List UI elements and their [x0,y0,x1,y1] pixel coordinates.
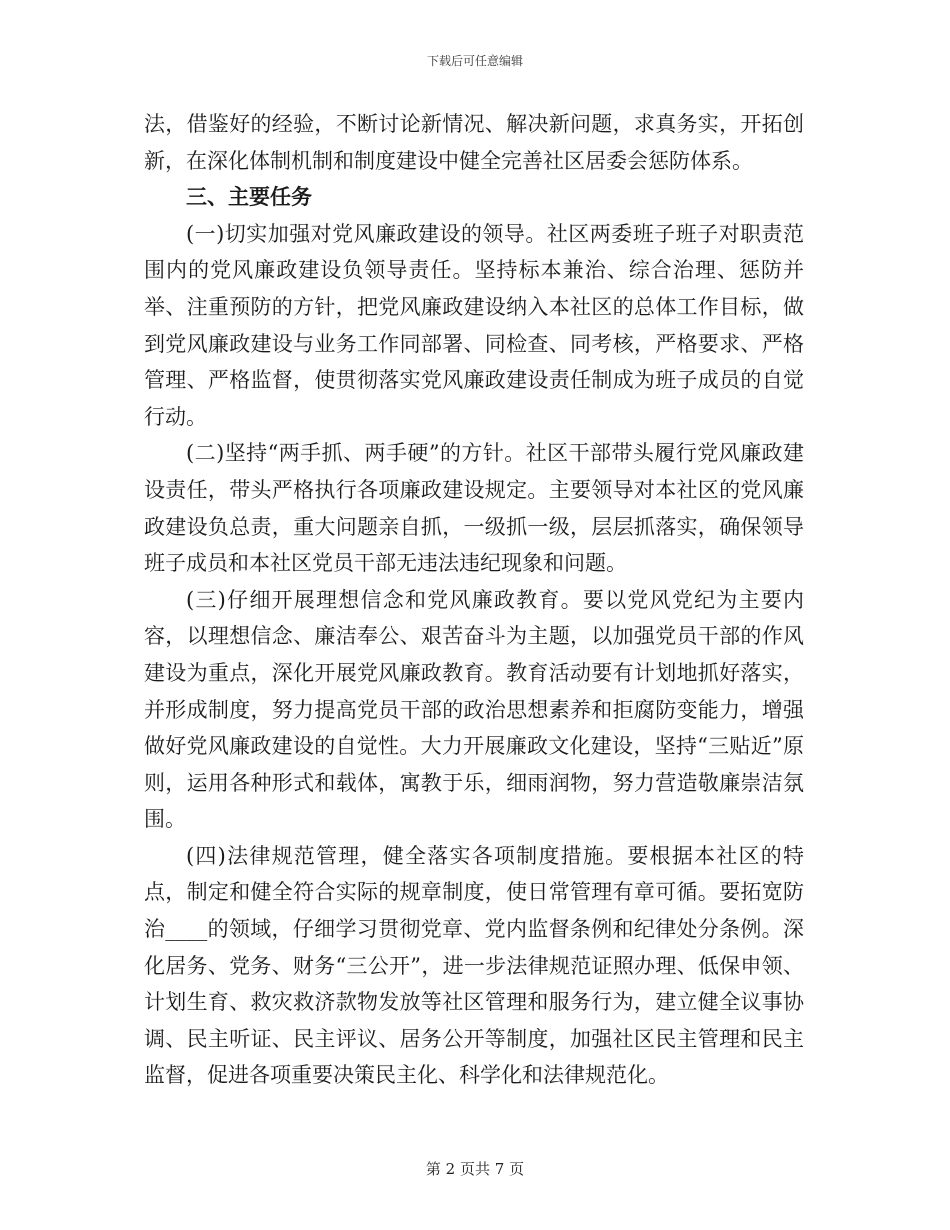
paragraph-task-1: (一)切实加强对党风廉政建设的领导。社区两委班子班子对职责范围内的党风廉政建设负领导责任。坚持标本兼治、综合治理、惩防并举、注重预防的方针，把党风廉政建设纳入本社区的总体工作目标，做到党风廉政建设与业务工作同部署、同检查、同考核，严格要求、严格管理、严格监督，使贯彻落实党风廉政建设责任制成为班子成员的自觉行动。 [144,221,804,429]
page-header-note: 下载后可任意编辑 [426,54,523,68]
paragraph-task-4: (四)法律规范管理，健全落实各项制度措施。要根据本社区的特点，制定和健全符合实际的规章制度，使日常管理有章可循。要拓宽防治____的领域，仔细学习贯彻党章、党内监督条例和纪律处分条例。深化居务、党务、财务“三公开”，进一步法律规范证照办理、低保申领、计划生育、救灾救济款物发放等社区管理和服务行为，建立健全议事协调、民主听证、民主评议、居务公开等制度，加强社区民主管理和民主监督，促进各项重要决策民主化、科学化和法律规范化。 [144,843,804,1088]
document-body [144,106,804,1094]
page-number: 第 2 页共 7 页 [425,1160,525,1178]
paragraph-continuation: 法，借鉴好的经验，不断讨论新情况、解决新问题，求真务实，开拓创新，在深化体制机制和制度建设中健全完善社区居委会惩防体系。 [144,112,804,173]
paragraph-task-2: (二)坚持“两手抓、两手硬”的方针。社区干部带头履行党风廉政建设责任，带头严格执行各项廉政建设规定。主要领导对本社区的党风廉政建设负总责，重大问题亲自抓，一级抓一级，层层抓落实，确保领导班子成员和本社区党员干部无违法违纪现象和问题。 [144,441,804,576]
paragraph-task-3: (三)仔细开展理想信念和党风廉政教育。要以党风党纪为主要内容，以理想信念、廉洁奉公、艰苦奋斗为主题，以加强党员干部的作风建设为重点，深化开展党风廉政教育。教育活动要有计划地抓好落实，并形成制度，努力提高党员干部的政治思想素养和拒腐防变能力，增强做好党风廉政建设的自觉性。大力开展廉政文化建设，坚持“三贴近”原则，运用各种形式和载体，寓教于乐，细雨润物，努力营造敬廉崇洁氛围。 [144,587,804,832]
section-heading: 三、主要任务 [186,184,312,210]
